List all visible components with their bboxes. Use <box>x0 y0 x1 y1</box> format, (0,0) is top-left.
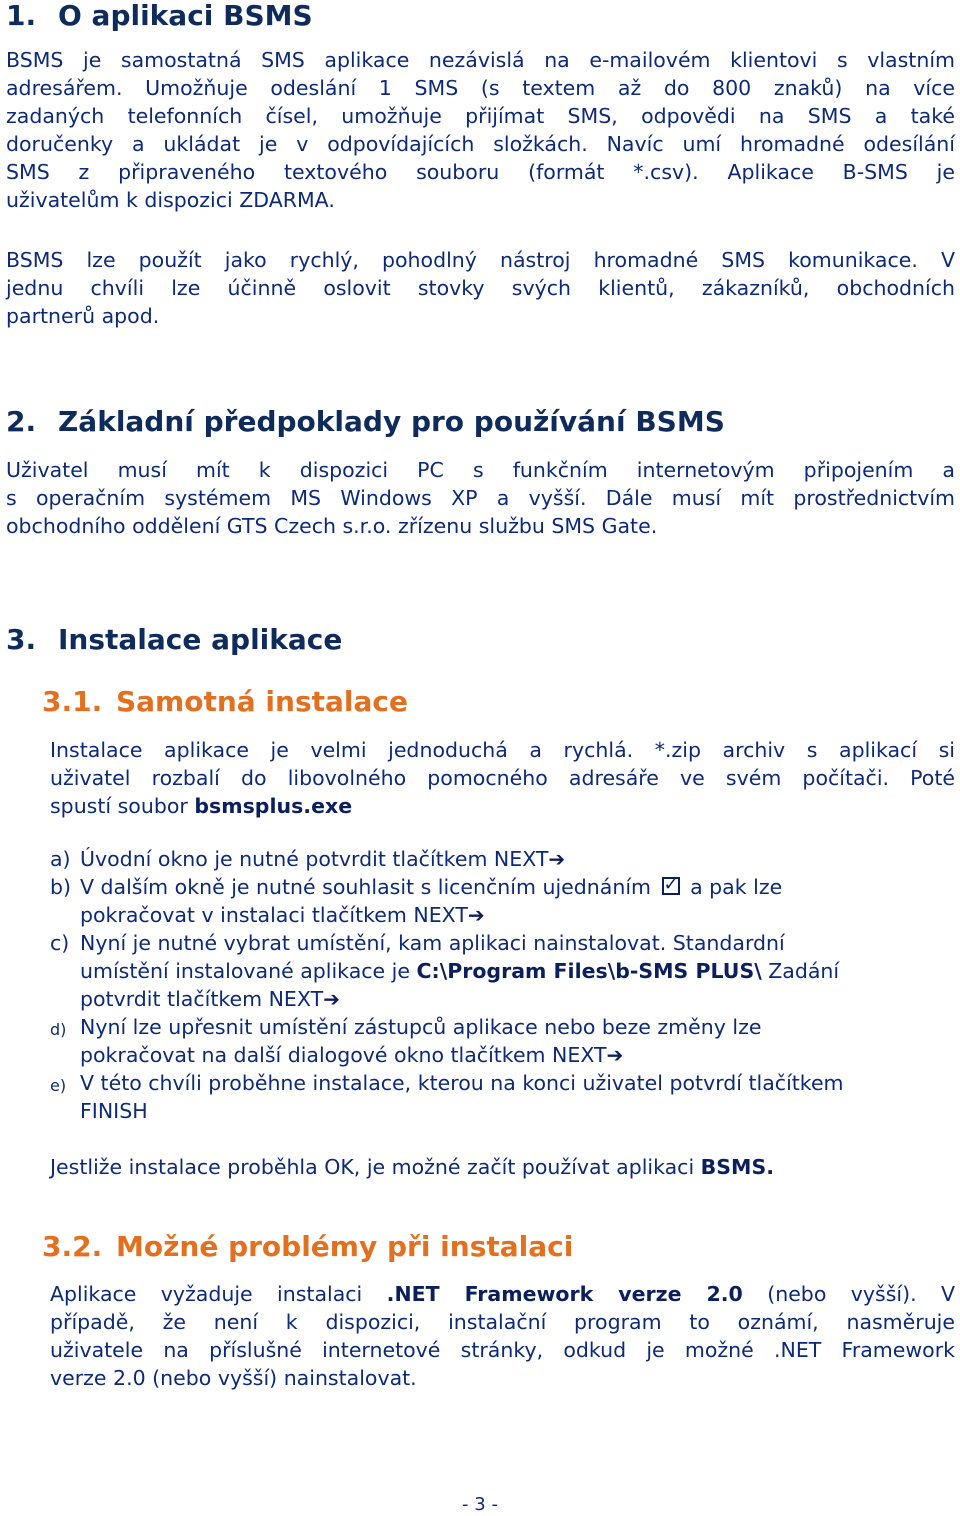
checkbox-checked-icon <box>662 877 680 895</box>
text-line <box>50 1153 955 1181</box>
text-line <box>50 792 955 820</box>
list-item-e <box>50 1069 960 1125</box>
filename-bold: bsmsplus.exe <box>194 794 353 818</box>
text-line <box>80 957 960 985</box>
framework-bold: .NET Framework verze 2.0 <box>386 1282 743 1306</box>
text-line <box>80 1041 960 1069</box>
heading-section-3 <box>6 624 342 656</box>
text-line: zadaných telefonních čísel, umožňuje přijímat SMS, odpovědi na SMS a také <box>6 104 955 128</box>
text-run: Jestliže instalace proběhla OK, je možné začít používat aplikaci <box>50 1155 701 1179</box>
s3-2-paragraph <box>50 1280 955 1392</box>
app-name-bold: BSMS. <box>700 1155 774 1179</box>
heading-number: 3. <box>6 623 37 656</box>
list-marker: e) <box>50 1076 67 1095</box>
text-run: (nebo vyšší). V <box>742 1282 955 1306</box>
text-line <box>50 1280 955 1308</box>
text-line: SMS z připraveného textového souboru (formát *.csv). Aplikace B-SMS je <box>6 160 955 184</box>
heading-number: 1. <box>6 0 37 32</box>
heading-title: Samotná instalace <box>116 685 408 718</box>
text-line: uživatele na příslušné internetové stránky, odkud je možné .NET Framework <box>50 1338 955 1362</box>
text-line <box>80 901 960 929</box>
list-marker: c) <box>50 931 70 955</box>
heading-number: 3.2. <box>42 1230 103 1263</box>
text-line: BSMS lze použít jako rychlý, pohodlný nástroj hromadné SMS komunikace. V <box>6 248 955 272</box>
page-number: - 3 - <box>462 1494 498 1515</box>
text-line: s operačním systémem MS Windows XP a vyšší. Dále musí mít prostřednictvím <box>6 486 955 510</box>
arrow-right-icon: ➔ <box>323 987 340 1011</box>
list-text: V dalším okně je nutné souhlasit s licenčním ujednáním <box>80 875 652 899</box>
list-marker: a) <box>50 847 71 871</box>
heading-section-1 <box>6 0 313 32</box>
text-line: obchodního oddělení GTS Czech s.r.o. zřízenu službu SMS Gate. <box>6 514 658 538</box>
text-line: verze 2.0 (nebo vyšší) nainstalovat. <box>50 1366 417 1390</box>
install-path-bold: C:\Program Files\b-SMS PLUS\ <box>416 959 762 983</box>
list-text: a pak lze <box>690 875 783 899</box>
heading-section-3-1 <box>42 686 408 718</box>
list-marker: d) <box>50 1020 67 1039</box>
text-line: Instalace aplikace je velmi jednoduchá a rychlá. *.zip archiv s aplikací si <box>50 738 955 762</box>
text-line: Nyní je nutné vybrat umístění, kam aplikaci nainstalovat. Standardní <box>80 931 785 955</box>
text-line: doručenky a ukládat je v odpovídajících složkách. Navíc umí hromadné odesílání <box>6 132 955 156</box>
list-item-d <box>50 1013 960 1069</box>
arrow-right-icon: ➔ <box>548 847 566 871</box>
text-line: jednu chvíli lze účinně oslovit stovky svých klientů, zákazníků, obchodních <box>6 276 955 300</box>
text-line: případě, že není k dispozici, instalační program to oznámí, nasměruje <box>50 1310 955 1334</box>
heading-section-2 <box>6 406 725 438</box>
text-line: BSMS je samostatná SMS aplikace nezávislá na e-mailovém klientovi s vlastním <box>6 48 955 72</box>
text-line: uživatelům k dispozici ZDARMA. <box>6 188 335 212</box>
text-line: partnerů apod. <box>6 304 160 328</box>
heading-title: Instalace aplikace <box>58 623 343 656</box>
s2-paragraph-1 <box>6 456 955 540</box>
list-text: pokračovat v instalaci tlačítkem NEXT <box>80 903 468 927</box>
heading-title: Základní předpoklady pro používání BSMS <box>58 405 725 438</box>
text-run: spustí soubor <box>50 794 195 818</box>
list-text: potvrdit tlačítkem NEXT <box>80 987 324 1011</box>
list-text: pokračovat na další dialogové okno tlačítkem NEXT <box>80 1043 607 1067</box>
list-text: Úvodní okno je nutné potvrdit tlačítkem NEXT <box>80 847 549 871</box>
arrow-right-icon: ➔ <box>606 1043 624 1067</box>
text-line: V této chvíli proběhne instalace, kterou na konci uživatel potvrdí tlačítkem <box>80 1071 844 1095</box>
arrow-right-icon: ➔ <box>467 903 485 927</box>
s3-1-outro <box>50 1153 955 1181</box>
heading-title: Možné problémy při instalaci <box>116 1230 574 1263</box>
list-item-b <box>50 873 960 929</box>
heading-number: 3.1. <box>42 685 103 718</box>
list-marker: b) <box>50 875 72 899</box>
text-line: adresářem. Umožňuje odeslání 1 SMS (s textem až do 800 znaků) na více <box>6 76 955 100</box>
text-line: Nyní lze upřesnit umístění zástupců aplikace nebo beze změny lze <box>80 1015 762 1039</box>
s3-1-intro <box>50 736 955 820</box>
text-line <box>80 873 960 901</box>
heading-number: 2. <box>6 405 37 438</box>
list-item-a <box>50 845 960 873</box>
s1-paragraph-2 <box>6 246 955 330</box>
heading-section-3-2 <box>42 1231 573 1263</box>
s1-paragraph-1 <box>6 46 955 214</box>
text-run: Aplikace vyžaduje instalaci <box>50 1282 387 1306</box>
list-text: umístění instalované aplikace je <box>80 959 417 983</box>
list-item-c <box>50 929 960 1013</box>
text-line <box>80 985 960 1013</box>
heading-title: O aplikaci BSMS <box>58 0 313 32</box>
list-text: Zadání <box>761 959 840 983</box>
text-line: Uživatel musí mít k dispozici PC s funkčním internetovým připojením a <box>6 458 955 482</box>
text-line: FINISH <box>80 1099 148 1123</box>
text-line: uživatel rozbalí do libovolného pomocného adresáře ve svém počítači. Poté <box>50 766 955 790</box>
